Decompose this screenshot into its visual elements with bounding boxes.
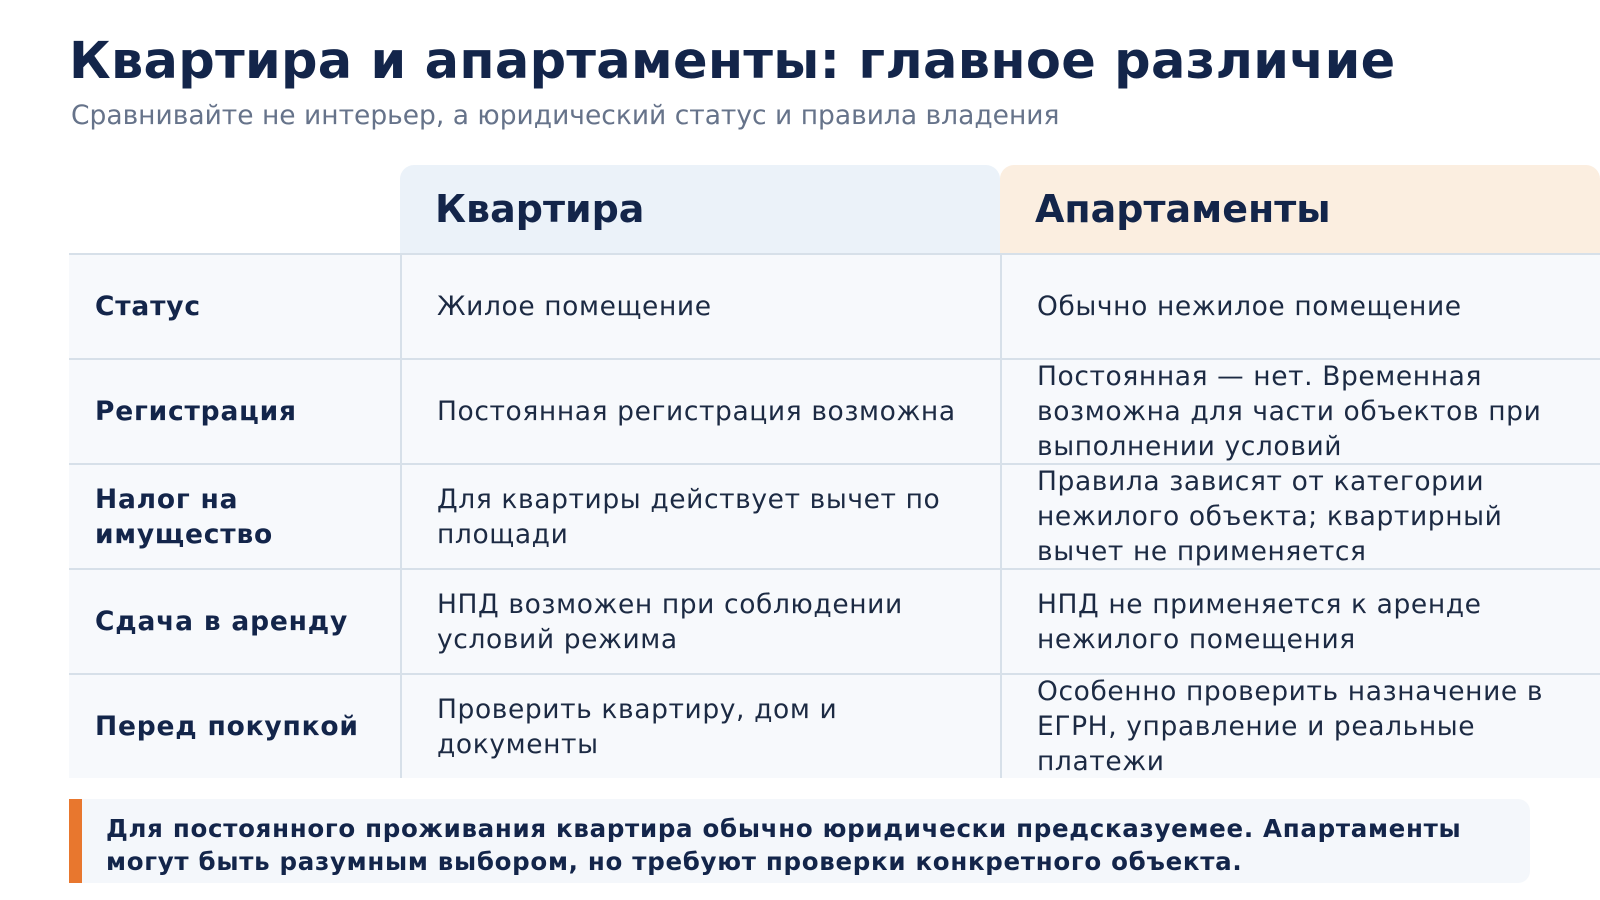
apartment-cell: НПД возможен при соблюдении условий режима xyxy=(400,570,1000,673)
comparison-table xyxy=(69,253,1600,778)
row-label: Перед покупкой xyxy=(95,711,359,742)
table-row-rent xyxy=(69,568,1600,673)
page-title: Квартира и апартаменты: главное различие xyxy=(69,32,1396,91)
page-subtitle: Сравнивайте не интерьер, а юридический статус и правила владения xyxy=(71,100,1060,131)
column-header-apartment: Квартира xyxy=(400,165,1000,253)
apartment-cell: Постоянная регистрация возможна xyxy=(400,360,1000,463)
apartment-cell: Проверить квартиру, дом и документы xyxy=(400,675,1000,778)
row-label: Налог на имущество xyxy=(95,483,274,550)
table-row-status xyxy=(69,253,1600,358)
row-label: Статус xyxy=(95,291,201,322)
row-label: Регистрация xyxy=(95,396,297,427)
apartment-cell: Жилое помещение xyxy=(400,255,1000,358)
aparts-cell: Обычно нежилое помещение xyxy=(1000,255,1600,358)
table-row-registration xyxy=(69,358,1600,463)
aparts-cell: Постоянная — нет. Временная возможна для части объектов при выполнении условий xyxy=(1000,360,1600,463)
apartment-cell: Для квартиры действует вычет по площади xyxy=(400,465,1000,568)
aparts-cell: Особенно проверить назначение в ЕГРН, управление и реальные платежи xyxy=(1000,675,1600,778)
aparts-cell: НПД не применяется к аренде нежилого помещения xyxy=(1000,570,1600,673)
table-row-property-tax xyxy=(69,463,1600,568)
row-label: Сдача в аренду xyxy=(95,606,349,637)
conclusion-note: Для постоянного проживания квартира обычно юридически предсказуемее. Апартаменты могут быть разумным выбором, но требуют проверки конкретного объекта. xyxy=(69,799,1530,883)
aparts-cell: Правила зависят от категории нежилого объекта; квартирный вычет не применяется xyxy=(1000,465,1600,568)
table-row-before-purchase xyxy=(69,673,1600,778)
column-header-aparts: Апартаменты xyxy=(1000,165,1600,253)
